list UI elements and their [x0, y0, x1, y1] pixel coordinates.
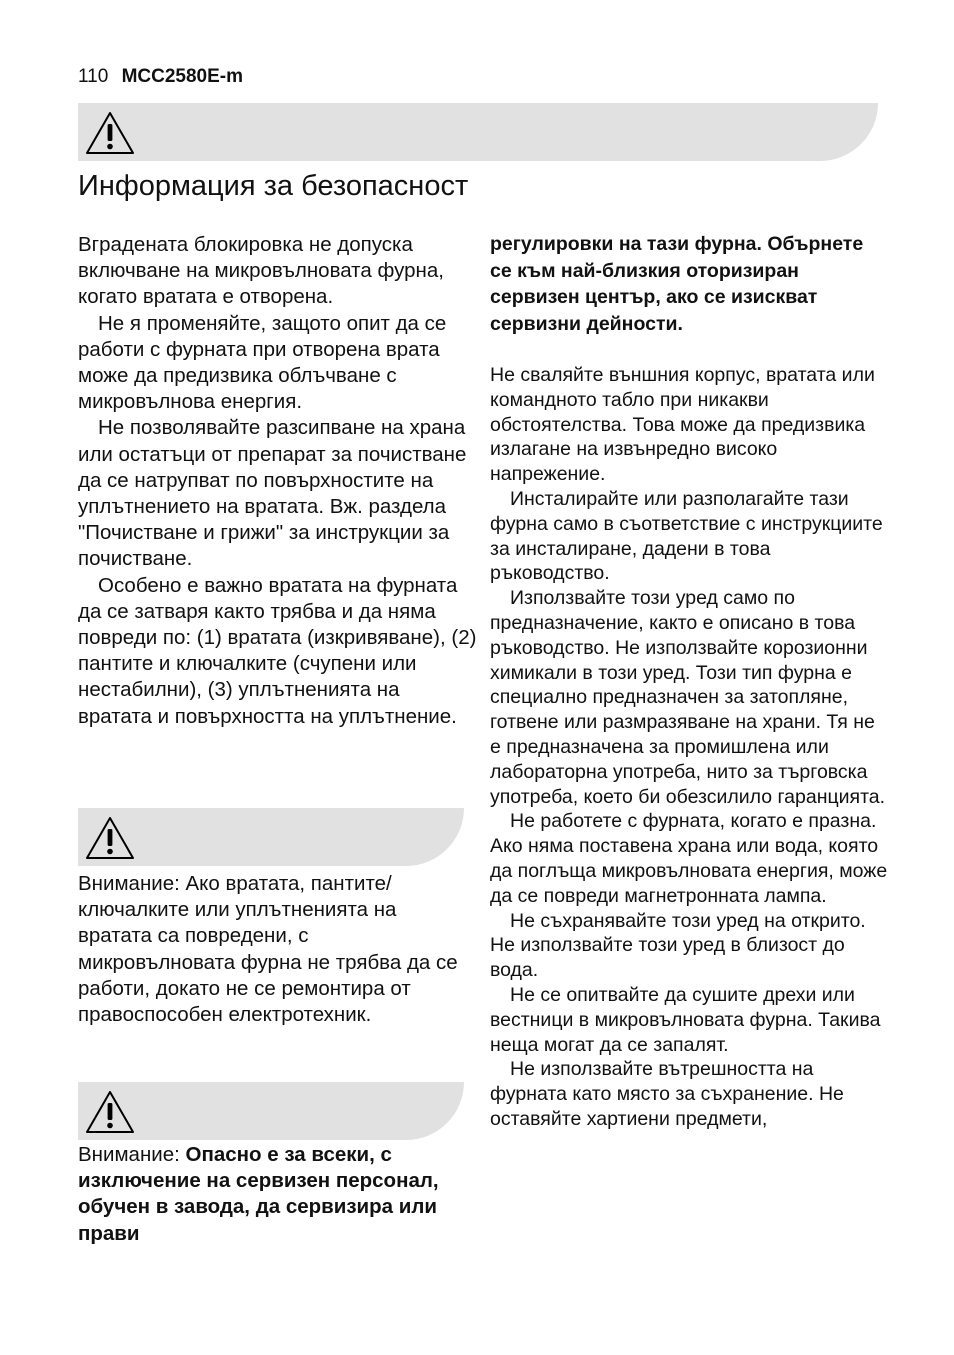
- right-column-bold: [490, 231, 890, 337]
- paragraph: Не сваляйте външния корпус, вратата или командното табло при никакви обстоятелства. Това може да предизвика излагане на извънредно високо напрежение.: [490, 364, 875, 486]
- warning-text-1: Внимание: Ако вратата, пантите/ключалките или уплътненията на вратата са повредени, с микровълновата фурна не трябва да се работи, докато не се ремонтира от правоспособен електротехник.: [78, 872, 458, 1027]
- warning-triangle-icon: [84, 110, 136, 156]
- paragraph: Особено е важно вратата на фурната да се затваря както трябва и да няма повреди по: (1) вратата (изкривяване), (2) пантите и ключалките (счупени или нестабилни), (3) уплътненията на вратата и повърхността на уплътнение.: [78, 573, 477, 728]
- paragraph: Не използвайте вътрешността на фурната като място за съхранение. Не оставяйте хартиени предмети,: [490, 1058, 844, 1130]
- paragraph: Инсталирайте или разполагайте тази фурна само в съответствие с инструкциите за инсталиране, дадени в това ръководство.: [490, 487, 883, 585]
- warning-triangle-icon: [84, 815, 136, 861]
- warning-banner-2: [78, 1082, 464, 1140]
- left-column: [78, 232, 478, 730]
- warning-bold-text: Опасно е за всеки, с изключение на сервизен персонал, обучен в завода, да сервизира или прави: [78, 1143, 439, 1245]
- paragraph: Не позволявайте разсипване на храна или остатъци от препарат за почистване да се натрупват по повърхностите на уплътнението на вратата. Вж. раздела "Почистване и грижи" за инструкции за почистване.: [78, 416, 467, 571]
- warning-triangle-icon: [84, 1089, 136, 1135]
- paragraph: Вградената блокировка не допуска включване на микровълновата фурна, когато вратата е отворена.: [78, 233, 444, 309]
- warning-label: Внимание:: [78, 1143, 186, 1166]
- paragraph: Не се опитвайте да сушите дрехи или вестници в микровълновата фурна. Такива неща могат да се запалят.: [490, 983, 881, 1056]
- right-column: [490, 363, 890, 1132]
- page-header: [78, 66, 243, 88]
- paragraph: Не я променяйте, защото опит да се работи с фурната при отворена врата може да предизвика облъчване с микровълнова енергия.: [78, 311, 447, 414]
- page-number: 110: [78, 66, 109, 87]
- paragraph: Не съхранявайте този уред на открито. Не използвайте този уред в близост до вода.: [490, 909, 866, 982]
- page-title: Информация за безопасност: [78, 170, 469, 202]
- warning-banner-top: [78, 103, 878, 161]
- warning-banner-1: [78, 808, 464, 866]
- model-name: MCC2580E-m: [121, 66, 244, 87]
- paragraph: Използвайте този уред само по предназначение, както е описано в това ръководство. Не използвайте корозионни химикали в този уред. Този тип фурна е специално предназначен за затопляне, готвене или размразяване на храни. Тя не е предназначена за промишлена или лабораторна употреба, нито за търговска употреба, което би обезсилило гаранцията.: [490, 587, 886, 808]
- bold-continuation: регулировки на тази фурна. Обърнете се към най-близкия оторизиран сервизен център, ако се изискват сервизни дейности.: [490, 233, 864, 335]
- warning-text-2: [78, 1142, 468, 1247]
- paragraph: Не работете с фурната, когато е празна. Ако няма поставена храна или вода, която да поглъща микровълновата енергия, може да се повреди магнетронната лампа.: [490, 810, 888, 907]
